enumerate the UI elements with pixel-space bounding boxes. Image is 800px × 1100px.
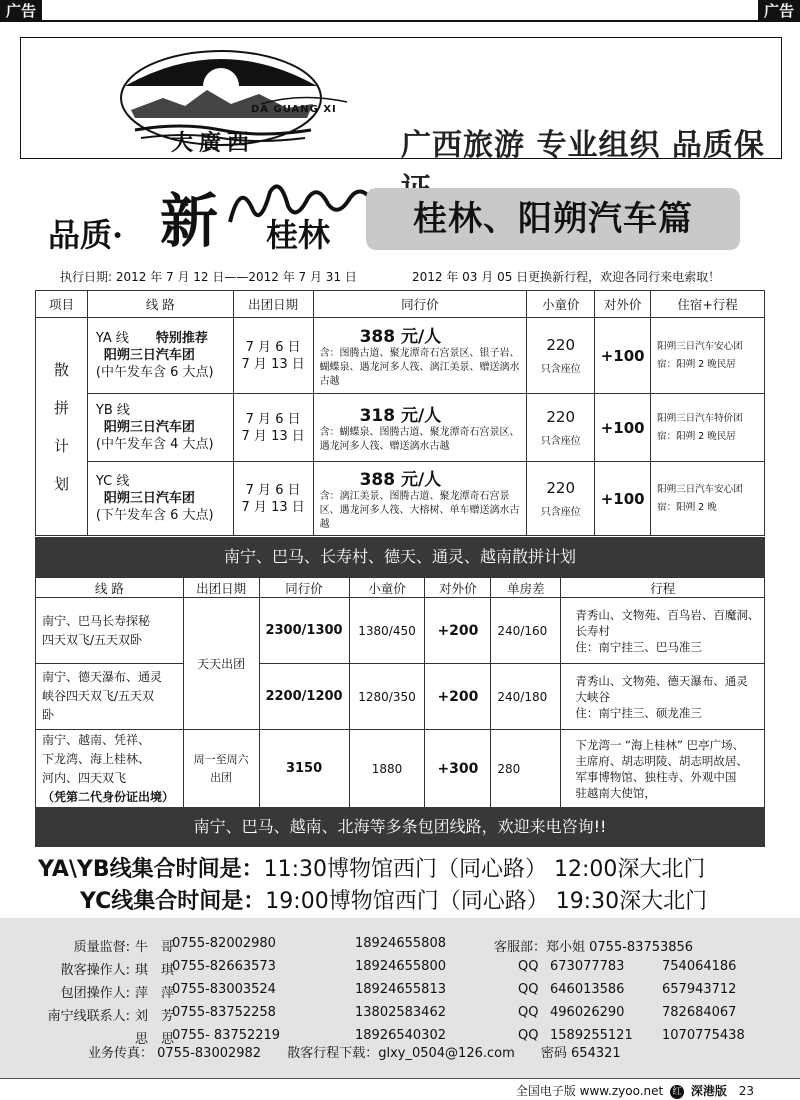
child-price: 220	[546, 479, 576, 497]
date: 7 月 6 日	[245, 411, 301, 427]
col-header-peer-price: 同行价	[313, 291, 527, 318]
lodging-stay: 宿：阳朔 2 晚民居	[657, 358, 736, 370]
contact-mobile: 18926540302	[355, 1028, 446, 1043]
price-cell	[313, 462, 527, 536]
route-tag: 特别推荐	[155, 331, 208, 346]
lodging-tour: 阳朔三日汽车特价团	[657, 412, 743, 424]
itinerary-line: 驻越南大使馆，	[575, 785, 656, 800]
page-footer	[516, 1082, 754, 1099]
banner	[20, 37, 782, 163]
route-cell	[36, 598, 184, 664]
itinerary-line: 住：南宁挂三、硕龙准三	[575, 705, 702, 720]
date: 7 月 13 日	[241, 356, 305, 372]
date-line: 周一至周六	[193, 752, 249, 766]
peer-price: 318 元/人	[359, 406, 442, 426]
route-cell	[36, 664, 184, 730]
lodging-cell	[651, 318, 765, 394]
lodging-tour: 阳朔三日汽车安心团	[657, 483, 743, 495]
itinerary-line: 下龙湾一 “海上桂林” 巴亭广场、	[575, 737, 745, 752]
contact-phone: 0755-82663573	[172, 959, 276, 974]
brand-title	[48, 170, 358, 270]
contact-name: 琪 琪	[135, 963, 175, 978]
itinerary-line: 大峡谷	[575, 689, 610, 704]
schedule-dates: 执行日期: 2012 年 7 月 12 日——2012 年 7 月 31 日	[60, 270, 357, 284]
date-cell	[233, 462, 313, 536]
update-notice: 2012 年 03 月 05 日更换新行程，欢迎各同行来电索取！	[412, 270, 721, 284]
itinerary-line: 军事博物馆、独柱寺、外观中国	[575, 769, 737, 784]
page-title: 桂林、阳朔汽车篇	[366, 188, 740, 250]
date: 7 月 13 日	[241, 499, 305, 515]
guilin-tour-table	[35, 290, 765, 536]
col-header-single-supplement: 单房差	[491, 578, 561, 598]
date-cell	[233, 394, 313, 462]
public-price: +300	[425, 730, 491, 808]
itinerary-cell	[561, 730, 765, 808]
table-row	[36, 730, 765, 808]
price-cell	[313, 394, 527, 462]
public-price: +100	[595, 462, 651, 536]
route-sub: (下午发车含 6 大点)	[95, 508, 214, 523]
itinerary-line: 长寿村	[575, 623, 610, 638]
col-header-date: 出团日期	[233, 291, 313, 318]
route-note: （凭第二代身份证出境）	[42, 789, 175, 804]
col-header-public-price: 对外价	[595, 291, 651, 318]
contact-role: 包团操作人:	[60, 986, 130, 1001]
top-rule	[0, 20, 800, 22]
contact-phone: 0755- 83752219	[172, 1028, 281, 1043]
table-header-row	[36, 578, 765, 598]
page-number: 23	[738, 1084, 754, 1098]
lodging-stay: 宿：阳朔 2 晚民居	[657, 430, 736, 442]
date-cell: 天天出团	[183, 598, 259, 730]
contact-mobile: 18924655808	[355, 936, 446, 951]
price-cell	[313, 318, 527, 394]
contact-role: 南宁线联系人:	[47, 1009, 130, 1024]
table-row	[36, 318, 765, 394]
route-name: 阳朔三日汽车团	[103, 420, 195, 435]
itinerary-line: 青秀山、文物苑、百鸟岩、百魔洞、	[575, 607, 760, 622]
itinerary-line: 主席府、胡志明陵、胡志明故居、	[575, 753, 748, 768]
peer-price: 388 元/人	[359, 327, 442, 347]
section-bar-nanning: 南宁、巴马、长寿村、德天、通灵、越南散拼计划	[35, 537, 765, 577]
contact-mobile: 18924655813	[355, 982, 446, 997]
route-name: 阳朔三日汽车团	[103, 348, 195, 363]
col-header-lodging: 住宿+行程	[651, 291, 765, 318]
col-header-route: 线 路	[36, 578, 184, 598]
col-header-public-price: 对外价	[425, 578, 491, 598]
logo-english-name: DA GUANG XI	[251, 104, 337, 115]
date-cell	[183, 730, 259, 808]
contact-mobile: 13802583462	[355, 1005, 446, 1020]
route-line: 四天双飞/五天双卧	[42, 632, 143, 647]
logo-chinese-name: 大廣西	[171, 130, 256, 156]
category-char: 散	[53, 360, 69, 379]
site-url[interactable]: 全国电子版 www.zyoo.net	[515, 1084, 664, 1098]
table-row	[36, 394, 765, 462]
route-cell	[87, 394, 233, 462]
date: 7 月 13 日	[241, 428, 305, 444]
contact-name: 思 思	[135, 1032, 175, 1047]
contact-role: 质量监督:	[73, 940, 130, 955]
col-header-itinerary: 行程	[561, 578, 765, 598]
qq-number: 673077783	[550, 959, 625, 974]
contact-name: 牛 哥	[135, 940, 175, 955]
red-seal-icon: 红	[670, 1085, 684, 1099]
route-sub: (中午发车含 4 大点)	[95, 437, 214, 452]
qq-label: QQ	[518, 1005, 539, 1020]
contact-phone: 0755-83003524	[172, 982, 276, 997]
itinerary-cell	[561, 664, 765, 730]
banner-slogan: 广西旅游 专业组织 品质保	[401, 128, 765, 163]
table-row	[36, 664, 765, 730]
child-note: 只含座位	[540, 436, 581, 447]
child-price: 1380/450	[349, 598, 425, 664]
route-sub: (中午发车含 6 大点)	[95, 365, 214, 380]
meeting-label: YA\YB线集合时间是：	[38, 857, 264, 882]
qq-number: 782684067	[662, 1005, 737, 1020]
price-includes: 含：蝴蝶泉、图腾古道、聚龙潭奇石宫景区、遇龙河多人筏、赠送漓水古越	[319, 427, 520, 452]
route-line: 下龙湾、海上桂林、	[42, 751, 151, 766]
contact-name: 萍 萍	[135, 986, 175, 1001]
qq-label: QQ	[518, 959, 539, 974]
table-row	[36, 598, 765, 664]
lodging-stay: 宿：阳朔 2 晚	[657, 501, 717, 513]
download-password: 密码 654321	[540, 1046, 621, 1061]
route-line: 南宁、德天瀑布、通灵	[42, 670, 163, 684]
meeting-time-ya-yb	[38, 852, 705, 883]
meeting-text: 19:00博物馆西门（同心路） 19:30深大北门	[265, 889, 708, 914]
route-line: 南宁、越南、凭祥、	[42, 732, 151, 747]
route-name: 阳朔三日汽车团	[103, 491, 195, 506]
child-price-cell	[527, 318, 595, 394]
footer-contact-line	[88, 1042, 643, 1061]
public-price: +200	[425, 664, 491, 730]
fax-number: 业务传真： 0755-83002982	[88, 1046, 262, 1061]
child-price: 220	[546, 408, 576, 426]
qq-number: 1589255121	[550, 1028, 633, 1043]
customer-service: 客服部：郑小姐 0755-83753856	[494, 940, 694, 955]
qq-number: 657943712	[662, 982, 737, 997]
brand-part-new: 新	[160, 187, 219, 255]
lodging-tour: 阳朔三日汽车安心团	[657, 340, 743, 352]
child-price: 1280/350	[349, 664, 425, 730]
child-note: 只含座位	[540, 507, 581, 518]
single-supplement: 240/160	[491, 598, 561, 664]
section-bar-charter: 南宁、巴马、越南、北海等多条包团线路，欢迎来电咨询!!	[35, 807, 765, 847]
contact-role: 散客操作人:	[60, 963, 130, 978]
category-char: 计	[53, 436, 69, 455]
route-code: YA 线	[95, 331, 129, 346]
col-header-date: 出团日期	[183, 578, 259, 598]
route-cell	[87, 462, 233, 536]
public-price: +100	[595, 394, 651, 462]
date: 7 月 6 日	[245, 339, 301, 355]
price-includes: 含：图腾古道、聚龙潭奇石宫景区、银子岩、蝴蝶泉、遇龙河多人筏、漓江美景、赠送漓水古越	[319, 348, 520, 387]
date-cell	[233, 318, 313, 394]
category-cell	[36, 318, 88, 536]
route-code: YC 线	[95, 474, 130, 489]
route-line: 峡谷四天双飞/五天双	[42, 689, 155, 703]
contact-phone: 0755-83752258	[172, 1005, 276, 1020]
itinerary-cell	[561, 598, 765, 664]
peer-price: 388 元/人	[359, 470, 442, 490]
route-line: 河内、四天双飞	[42, 770, 127, 785]
edition-label: 深港版	[690, 1084, 727, 1098]
download-email[interactable]: 散客行程下载：glxy_0504@126.com	[287, 1046, 515, 1061]
ad-tag-left: 广告	[0, 0, 42, 22]
qq-number: 496026290	[550, 1005, 625, 1020]
meeting-text: 11:30博物馆西门（同心路） 12:00深大北门	[263, 857, 706, 882]
route-code: YB 线	[95, 403, 130, 418]
single-supplement: 240/180	[491, 664, 561, 730]
meeting-time-yc	[80, 884, 707, 915]
col-header-peer-price: 同行价	[259, 578, 349, 598]
route-cell	[87, 318, 233, 394]
brand-part-guilin: 桂林	[266, 216, 331, 254]
date: 7 月 6 日	[245, 482, 301, 498]
lodging-cell	[651, 394, 765, 462]
col-header-item: 项目	[36, 291, 88, 318]
itinerary-line: 住：南宁挂三、巴马准三	[575, 639, 702, 654]
qq-number: 754064186	[662, 959, 737, 974]
child-note: 只含座位	[540, 364, 581, 375]
child-price: 1880	[349, 730, 425, 808]
col-header-child-price: 小童价	[527, 291, 595, 318]
nanning-tour-table	[35, 577, 765, 808]
date-line: 出团	[210, 770, 233, 784]
category-char: 拼	[53, 398, 69, 417]
child-price-cell	[527, 394, 595, 462]
bottom-rule	[0, 1078, 800, 1079]
peer-price: 2200/1200	[259, 664, 349, 730]
qq-label: QQ	[518, 1028, 539, 1043]
peer-price: 3150	[259, 730, 349, 808]
public-price: +100	[595, 318, 651, 394]
route-line: 南宁、巴马长寿探秘	[42, 613, 151, 628]
qq-label: QQ	[518, 982, 539, 997]
qq-number: 1070775438	[662, 1028, 745, 1043]
child-price-cell	[527, 462, 595, 536]
public-price: +200	[425, 598, 491, 664]
route-cell	[36, 730, 184, 808]
peer-price: 2300/1300	[259, 598, 349, 664]
meeting-label: YC线集合时间是：	[80, 889, 266, 914]
col-header-route: 线 路	[87, 291, 233, 318]
qq-number: 646013586	[550, 982, 625, 997]
child-price: 220	[546, 336, 576, 354]
contact-mobile: 18924655800	[355, 959, 446, 974]
single-supplement: 280	[491, 730, 561, 808]
contact-name: 刘 芳	[135, 1009, 175, 1024]
col-header-child-price: 小童价	[349, 578, 425, 598]
route-line: 卧	[42, 708, 55, 722]
category-char: 划	[53, 474, 69, 493]
table-header-row	[36, 291, 765, 318]
brand-part-quality: 品质·	[48, 216, 124, 254]
itinerary-line: 青秀山、文物苑、德天瀑布、通灵	[575, 673, 748, 688]
lodging-cell	[651, 462, 765, 536]
contact-phone: 0755-82002980	[172, 936, 276, 951]
price-includes: 含：漓江美景、图腾古道、聚龙潭奇石宫景区、遇龙河多人筏、大榕树、单车赠送漓水古越	[319, 491, 520, 530]
ad-tag-right: 广告	[758, 0, 800, 22]
table-row	[36, 462, 765, 536]
